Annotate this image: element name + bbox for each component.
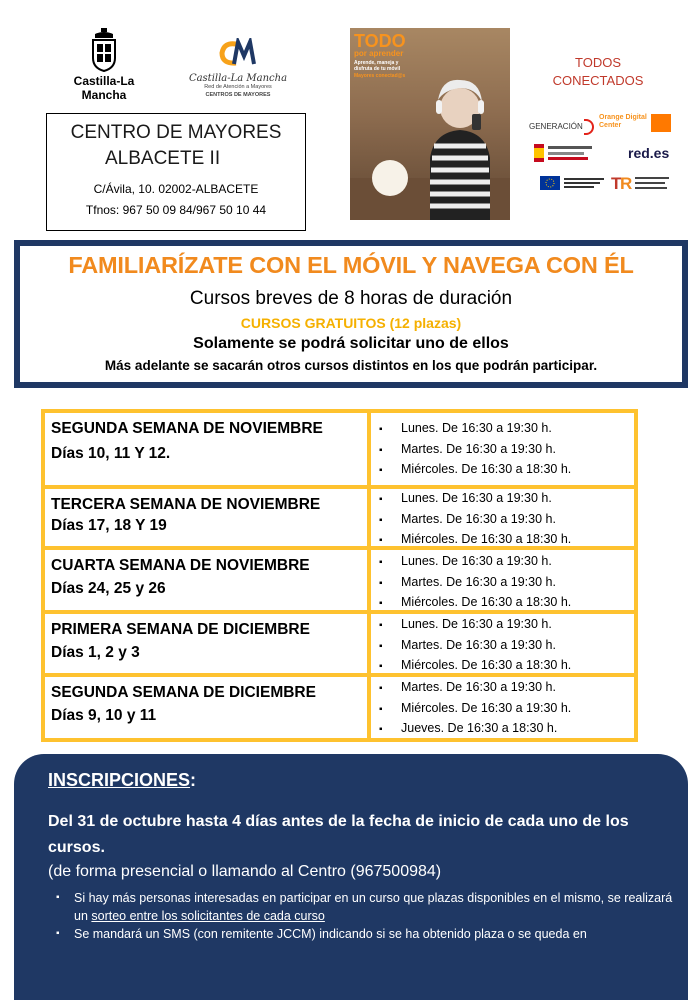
centro-name-line2: ALBACETE II	[105, 148, 221, 169]
inscriptions-period: Del 31 de octubre hasta 4 días antes de la fecha de inicio de cada uno de los cursos.	[48, 813, 629, 856]
main-title: FAMILIARÍZATE CON EL MÓVIL Y NAVEGA CON ÉL	[68, 252, 634, 278]
svg-text:T: T	[611, 174, 622, 193]
schedule-item: ▪ Miércoles. De 16:30 a 18:30 h.	[379, 530, 571, 551]
course-row	[45, 677, 634, 738]
schedule-item: ▪ Martes. De 16:30 a 19:30 h.	[379, 678, 571, 699]
recovery-plan-logo	[611, 172, 673, 194]
svg-text:R: R	[620, 174, 633, 193]
centro-info-box	[46, 113, 306, 231]
course-schedule	[379, 419, 571, 481]
inscriptions-note	[56, 889, 676, 925]
course-row	[45, 489, 634, 546]
campaign-photo	[350, 28, 510, 220]
inscriptions-heading-colon: :	[190, 770, 197, 790]
inscriptions-note: ▪ Se mandará un SMS (con remitente JCCM) indicando si se ha obtenido plaza o se queda en	[56, 925, 676, 943]
inscriptions-how: (de forma presencial o llamando al Centro (967500984)	[48, 863, 442, 880]
course-week: TERCERA SEMANA DE NOVIEMBRE	[51, 496, 321, 513]
coat-of-arms-icon	[89, 28, 119, 72]
logo-left-text: Castilla-La Mancha	[73, 74, 135, 102]
schedule-item: ▪ Lunes. De 16:30 a 19:30 h.	[379, 552, 571, 573]
logo-mid-sub: Red de Atención a Mayores	[204, 84, 272, 90]
course-week: CUARTA SEMANA DE NOVIEMBRE	[51, 557, 310, 574]
orange-digital-center-logo: Orange Digital Center	[599, 114, 647, 129]
cm-icon	[216, 38, 260, 68]
todos-conectados-label: TODOS CONECTADOS	[552, 55, 644, 88]
course-days: Días 10, 11 Y 12.	[51, 445, 171, 462]
photo-tagline: Aprende, maneja y disfruta de tu móvil	[354, 60, 401, 72]
title-box	[14, 240, 688, 388]
photo-subtitle: por aprender	[354, 49, 404, 58]
course-week: PRIMERA SEMANA DE DICIEMBRE	[51, 621, 310, 638]
generacion-d-logo	[529, 119, 594, 135]
free-courses-label: CURSOS GRATUITOS (12 plazas)	[240, 315, 462, 331]
schedule-item: ▪ Martes. De 16:30 a 19:30 h.	[379, 636, 571, 657]
course-row	[45, 550, 634, 610]
course-schedule	[379, 489, 571, 551]
schedule-item: ▪ Martes. De 16:30 a 19:30 h.	[379, 510, 571, 531]
centro-address: C/Ávila, 10. 02002-ALBACETE	[93, 182, 259, 196]
schedule-item: ▪ Miércoles. De 16:30 a 18:30 h.	[379, 656, 571, 677]
photo-title: TODO	[354, 31, 406, 51]
schedule-item: ▪ Jueves. De 16:30 a 18:30 h.	[379, 719, 571, 740]
logo-mid-sub2: CENTROS DE MAYORES	[205, 92, 271, 98]
inscriptions-heading	[48, 770, 196, 791]
logo-mid-brand: Castilla-La Mancha	[188, 73, 288, 84]
centros-de-mayores-logo	[186, 38, 290, 110]
schedule-item: ▪ Miércoles. De 16:30 a 19:30 h.	[379, 699, 571, 720]
redes-logo: red.es	[628, 145, 670, 161]
schedule-item: ▪ Martes. De 16:30 a 19:30 h.	[379, 573, 571, 594]
spain-government-logo	[534, 144, 592, 162]
course-days: Días 17, 18 Y 19	[51, 517, 167, 534]
duration-subtitle: Cursos breves de 8 horas de duración	[189, 288, 513, 309]
castilla-la-mancha-logo	[52, 28, 156, 102]
course-row	[45, 614, 634, 673]
inscriptions-panel	[14, 754, 688, 1000]
courses-table	[41, 409, 638, 742]
generacion-text: GENERACIÓN	[529, 122, 583, 132]
schedule-item: ▪ Martes. De 16:30 a 19:30 h.	[379, 440, 571, 461]
d-mark-icon	[584, 119, 594, 135]
photo-tagline2: Mayores conectad@s	[354, 73, 406, 79]
note-text: Si hay más personas interesadas en participar en un curso que plazas disponibles en el mismo, se realizará un	[74, 891, 673, 923]
schedule-item: ▪ Miércoles. De 16:30 a 18:30 h.	[379, 460, 571, 481]
eu-funding-logo	[540, 174, 610, 192]
course-days: Días 9, 10 y 11	[51, 707, 157, 724]
note-underlined-text: sorteo entre los solicitantes de cada curso	[91, 909, 325, 923]
schedule-item: ▪ Miércoles. De 16:30 a 18:30 h.	[379, 593, 571, 614]
orange-square-logo	[651, 114, 671, 132]
course-schedule	[379, 552, 571, 614]
course-schedule	[379, 615, 571, 677]
future-courses-note: Más adelante se sacarán otros cursos distintos en los que podrán participar.	[104, 358, 598, 373]
schedule-item: ▪ Lunes. De 16:30 a 19:30 h.	[379, 615, 571, 636]
only-one-note: Solamente se podrá solicitar uno de ellos	[193, 335, 509, 352]
course-week: SEGUNDA SEMANA DE DICIEMBRE	[51, 684, 316, 701]
course-days: Días 1, 2 y 3	[51, 644, 140, 661]
inscriptions-heading-text: INSCRIPCIONES	[48, 770, 191, 790]
centro-name-line1: CENTRO DE MAYORES	[70, 122, 282, 143]
course-row	[45, 413, 634, 485]
course-schedule	[379, 678, 571, 740]
course-week: SEGUNDA SEMANA DE NOVIEMBRE	[51, 420, 323, 437]
centro-phones: Tfnos: 967 50 09 84/967 50 10 44	[85, 203, 267, 217]
schedule-item: ▪ Lunes. De 16:30 a 19:30 h.	[379, 419, 571, 440]
course-days: Días 24, 25 y 26	[51, 580, 166, 597]
schedule-item: ▪ Lunes. De 16:30 a 19:30 h.	[379, 489, 571, 510]
inscriptions-notes	[56, 889, 676, 943]
